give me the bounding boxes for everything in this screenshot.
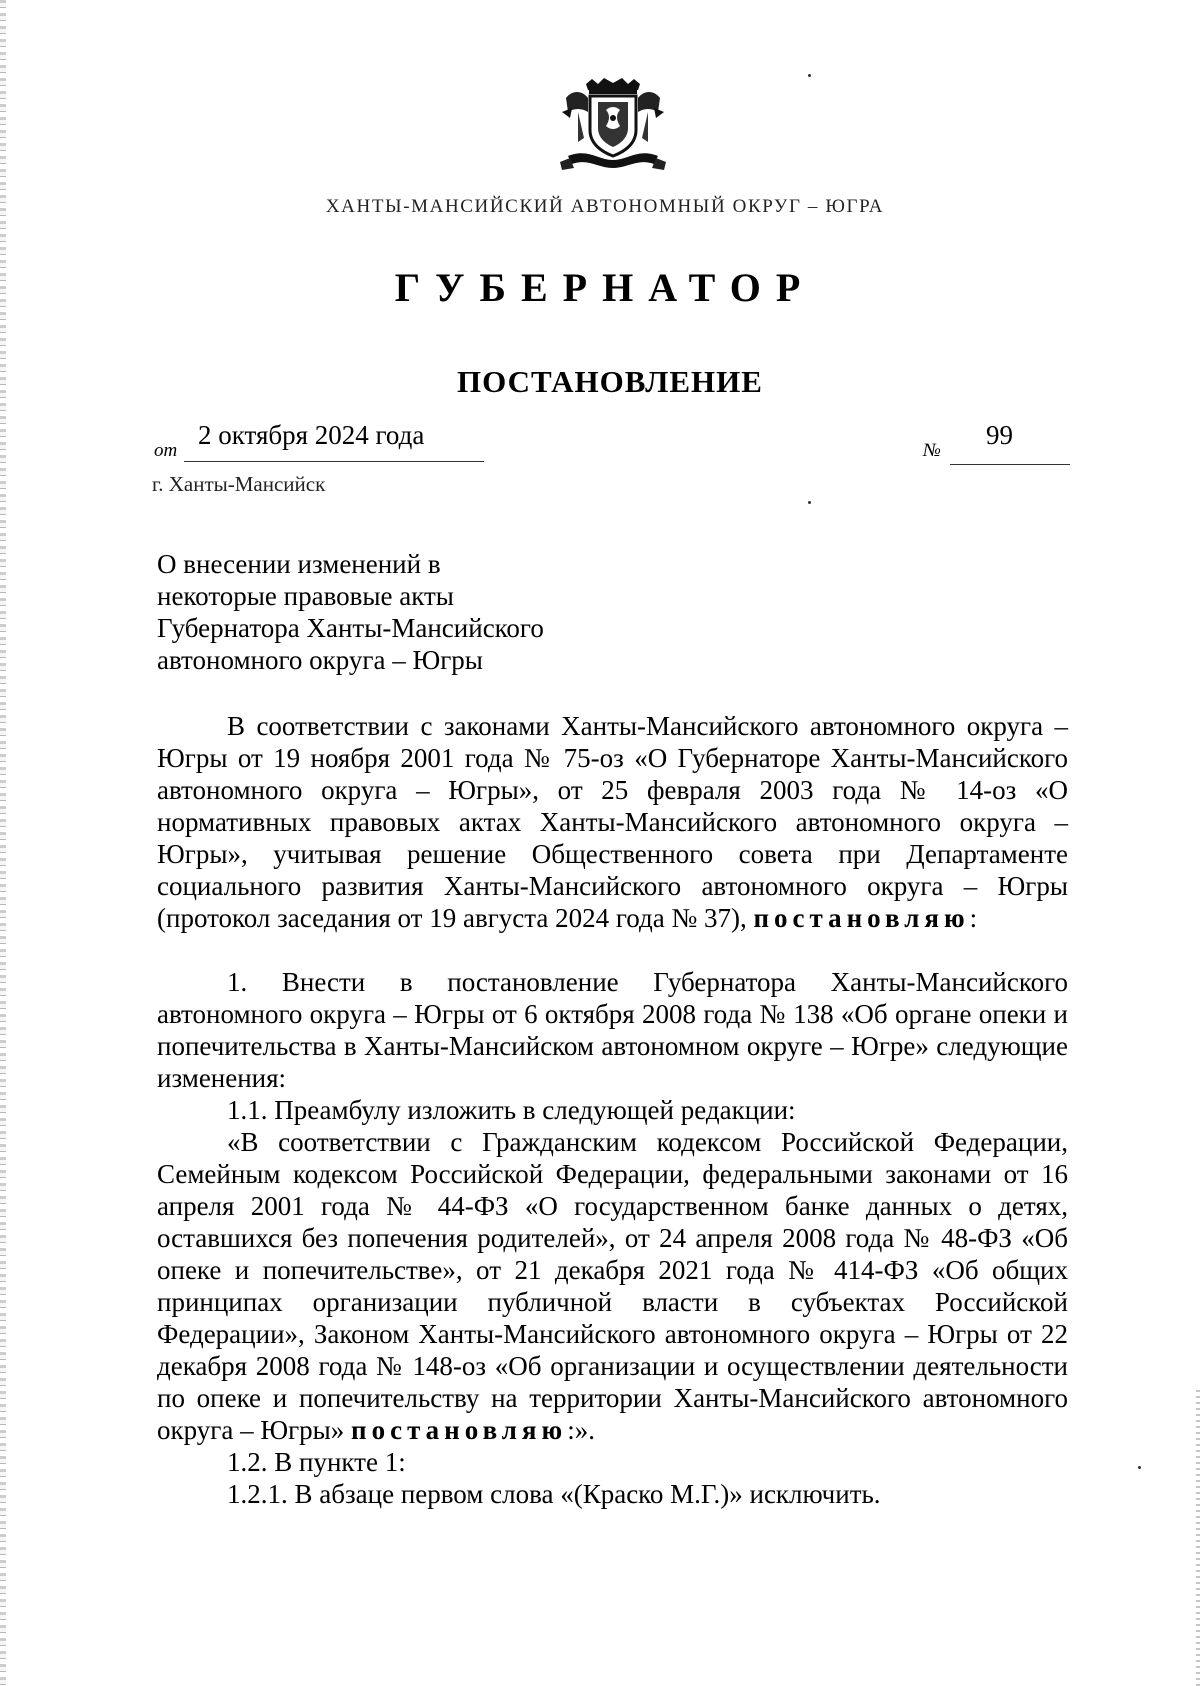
- date-underline: [184, 461, 484, 462]
- scan-edge-right: [1196, 1390, 1200, 1686]
- resolve-word: постановляю: [753, 903, 970, 933]
- scan-speck: [1138, 1466, 1141, 1469]
- subject-line: некоторые правовые акты: [157, 581, 454, 611]
- item-1: 1. Внести в постановление Губернатора Ханты-Мансийского автономного округа – Югры от 6 октября 2008 года № 138 «Об органе опеки и попечительства в Ханты-Мансийском автономном округе – Югре» следующие изменения:: [157, 967, 1068, 1093]
- subject-line: автономного округа – Югры: [157, 645, 483, 675]
- preamble-paragraph: [157, 710, 1068, 934]
- region-name: ХАНТЫ-МАНСИЙСКИЙ АВТОНОМНЫЙ ОКРУГ – ЮГРА: [325, 196, 885, 217]
- item-1-1: 1.1. Преамбулу изложить в следующей редакции:: [227, 1095, 796, 1125]
- scan-speck: [808, 501, 811, 504]
- document-number: 99: [986, 420, 1013, 450]
- quoted-preamble: [157, 1126, 1068, 1446]
- number-prefix: №: [923, 440, 941, 461]
- subject-line: О внесении изменений в: [157, 549, 441, 579]
- quote-end: :».: [567, 1415, 595, 1445]
- city-name: г. Ханты-Мансийск: [152, 472, 326, 496]
- scan-speck: [808, 74, 811, 77]
- coat-of-arms-emblem: [558, 78, 668, 172]
- authority-title: ГУБЕРНАТОР: [394, 265, 816, 310]
- quoted-text: «В соответствии с Гражданским кодексом Российской Федерации, Семейным кодексом Российской Федерации, федеральными законами от 16 апреля 2001 года № 44-ФЗ «О государственном банке данных о детях, оставшихся без попечения родителей», от 24 апреля 2008 года № 48-ФЗ «Об опеке и попечительстве», от 21 декабря 2021 года № 414-ФЗ «Об общих принципах организации публичной власти в субъектах Российской Федерации», Законом Ханты-Мансийского автономного округа – Югры от 22 декабря 2008 года № 148-оз «Об организации и осуществлении деятельности по опеке и попечительству на территории Ханты-Мансийского автономного округа – Югры»: [157, 1127, 1068, 1445]
- document-type: ПОСТАНОВЛЕНИЕ: [457, 364, 763, 399]
- document-body: [157, 710, 1068, 1510]
- number-underline: [950, 464, 1070, 465]
- subject-line: Губернатора Ханты-Мансийского: [157, 613, 544, 643]
- item-1-2: 1.2. В пункте 1:: [227, 1447, 406, 1477]
- date-prefix: от: [154, 440, 178, 461]
- quoted-resolve-word: постановляю: [351, 1415, 568, 1445]
- document-subject: [157, 548, 544, 676]
- document-date: 2 октября 2024 года: [198, 420, 425, 450]
- scan-edge-left: [0, 0, 6, 1686]
- preamble-text: В соответствии с законами Ханты-Мансийского автономного округа – Югры от 19 ноября 2001 года № 75-оз «О Губернаторе Ханты-Мансийского автономного округа – Югры», от 25 февраля 2003 года № 14-оз «О нормативных правовых актах Ханты-Мансийского автономного округа – Югры», учитывая решение Общественного совета при Департаменте социального развития Ханты-Мансийского автономного округа – Югры (протокол заседания от 19 августа 2024 года № 37),: [157, 711, 1068, 933]
- preamble-colon: :: [969, 903, 978, 933]
- item-1-2-1: 1.2.1. В абзаце первом слова «(Краско М.Г.)» исключить.: [227, 1479, 881, 1509]
